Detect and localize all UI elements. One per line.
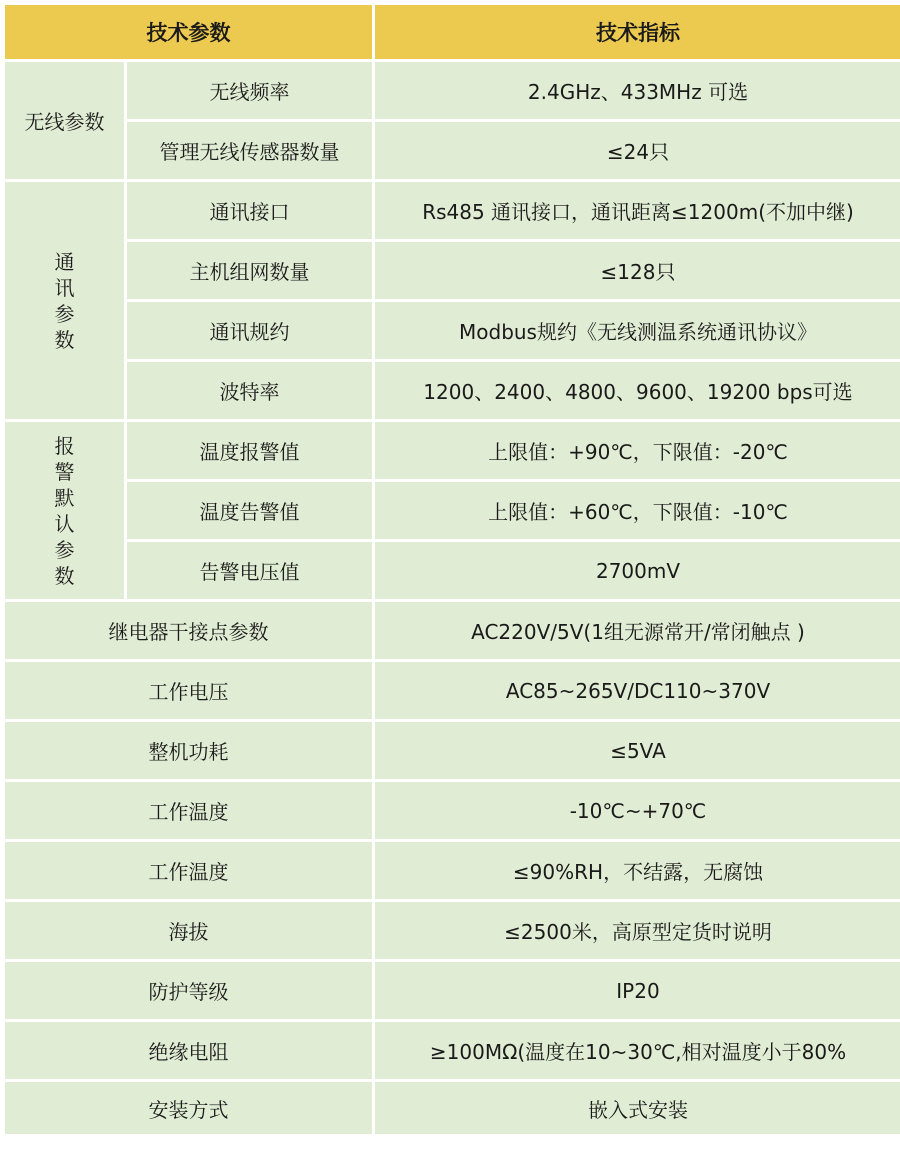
value-cell: IP20 bbox=[375, 962, 900, 1019]
param-cell: 告警电压值 bbox=[127, 542, 372, 599]
table-row bbox=[5, 362, 900, 419]
table-row bbox=[5, 722, 900, 779]
table-row bbox=[5, 1022, 900, 1079]
value-cell: ≤2500米，高原型定货时说明 bbox=[375, 902, 900, 959]
param-cell: 工作温度 bbox=[5, 842, 372, 899]
value-cell: ≤128只 bbox=[375, 242, 900, 299]
param-cell: 防护等级 bbox=[5, 962, 372, 1019]
table-row bbox=[5, 122, 900, 179]
header-spec: 技术指标 bbox=[375, 5, 900, 59]
table-row bbox=[5, 1082, 900, 1134]
group-label-comm: 通讯参数 bbox=[5, 182, 124, 419]
param-cell: 继电器干接点参数 bbox=[5, 602, 372, 659]
param-cell: 温度报警值 bbox=[127, 422, 372, 479]
param-cell: 波特率 bbox=[127, 362, 372, 419]
value-cell: -10℃~+70℃ bbox=[375, 782, 900, 839]
param-cell: 通讯规约 bbox=[127, 302, 372, 359]
value-cell: 1200、2400、4800、9600、19200 bps可选 bbox=[375, 362, 900, 419]
value-cell: Rs485 通讯接口，通讯距离≤1200m(不加中继) bbox=[375, 182, 900, 239]
table-row bbox=[5, 62, 900, 119]
table-row bbox=[5, 542, 900, 599]
table-row bbox=[5, 182, 900, 239]
value-cell: Modbus规约《无线测温系统通讯协议》 bbox=[375, 302, 900, 359]
param-cell: 主机组网数量 bbox=[127, 242, 372, 299]
value-cell: ≤24只 bbox=[375, 122, 900, 179]
group-label-alarm: 报警默认参数 bbox=[5, 422, 124, 599]
header-row bbox=[5, 5, 900, 59]
table-row bbox=[5, 482, 900, 539]
value-cell: 上限值：+60℃，下限值：-10℃ bbox=[375, 482, 900, 539]
value-cell: 2700mV bbox=[375, 542, 900, 599]
table-row bbox=[5, 902, 900, 959]
group-label-wireless: 无线参数 bbox=[5, 62, 124, 179]
table-row bbox=[5, 962, 900, 1019]
value-cell: ≤5VA bbox=[375, 722, 900, 779]
param-cell: 安装方式 bbox=[5, 1082, 372, 1134]
value-cell: ≥100MΩ(温度在10~30℃,相对温度小于80% bbox=[375, 1022, 900, 1079]
param-cell: 绝缘电阻 bbox=[5, 1022, 372, 1079]
table-row bbox=[5, 422, 900, 479]
table-row bbox=[5, 302, 900, 359]
table-row bbox=[5, 662, 900, 719]
value-cell: AC220V/5V(1组无源常开/常闭触点 ) bbox=[375, 602, 900, 659]
spec-table bbox=[2, 2, 900, 1137]
table-row bbox=[5, 782, 900, 839]
value-cell: 嵌入式安装 bbox=[375, 1082, 900, 1134]
table-row bbox=[5, 242, 900, 299]
param-cell: 工作电压 bbox=[5, 662, 372, 719]
value-cell: ≤90%RH，不结露，无腐蚀 bbox=[375, 842, 900, 899]
param-cell: 工作温度 bbox=[5, 782, 372, 839]
param-cell: 无线频率 bbox=[127, 62, 372, 119]
table-row bbox=[5, 602, 900, 659]
param-cell: 海拔 bbox=[5, 902, 372, 959]
param-cell: 通讯接口 bbox=[127, 182, 372, 239]
param-cell: 整机功耗 bbox=[5, 722, 372, 779]
value-cell: 2.4GHz、433MHz 可选 bbox=[375, 62, 900, 119]
param-cell: 温度告警值 bbox=[127, 482, 372, 539]
table-row bbox=[5, 842, 900, 899]
header-param: 技术参数 bbox=[5, 5, 372, 59]
value-cell: 上限值：+90℃，下限值：-20℃ bbox=[375, 422, 900, 479]
param-cell: 管理无线传感器数量 bbox=[127, 122, 372, 179]
value-cell: AC85~265V/DC110~370V bbox=[375, 662, 900, 719]
